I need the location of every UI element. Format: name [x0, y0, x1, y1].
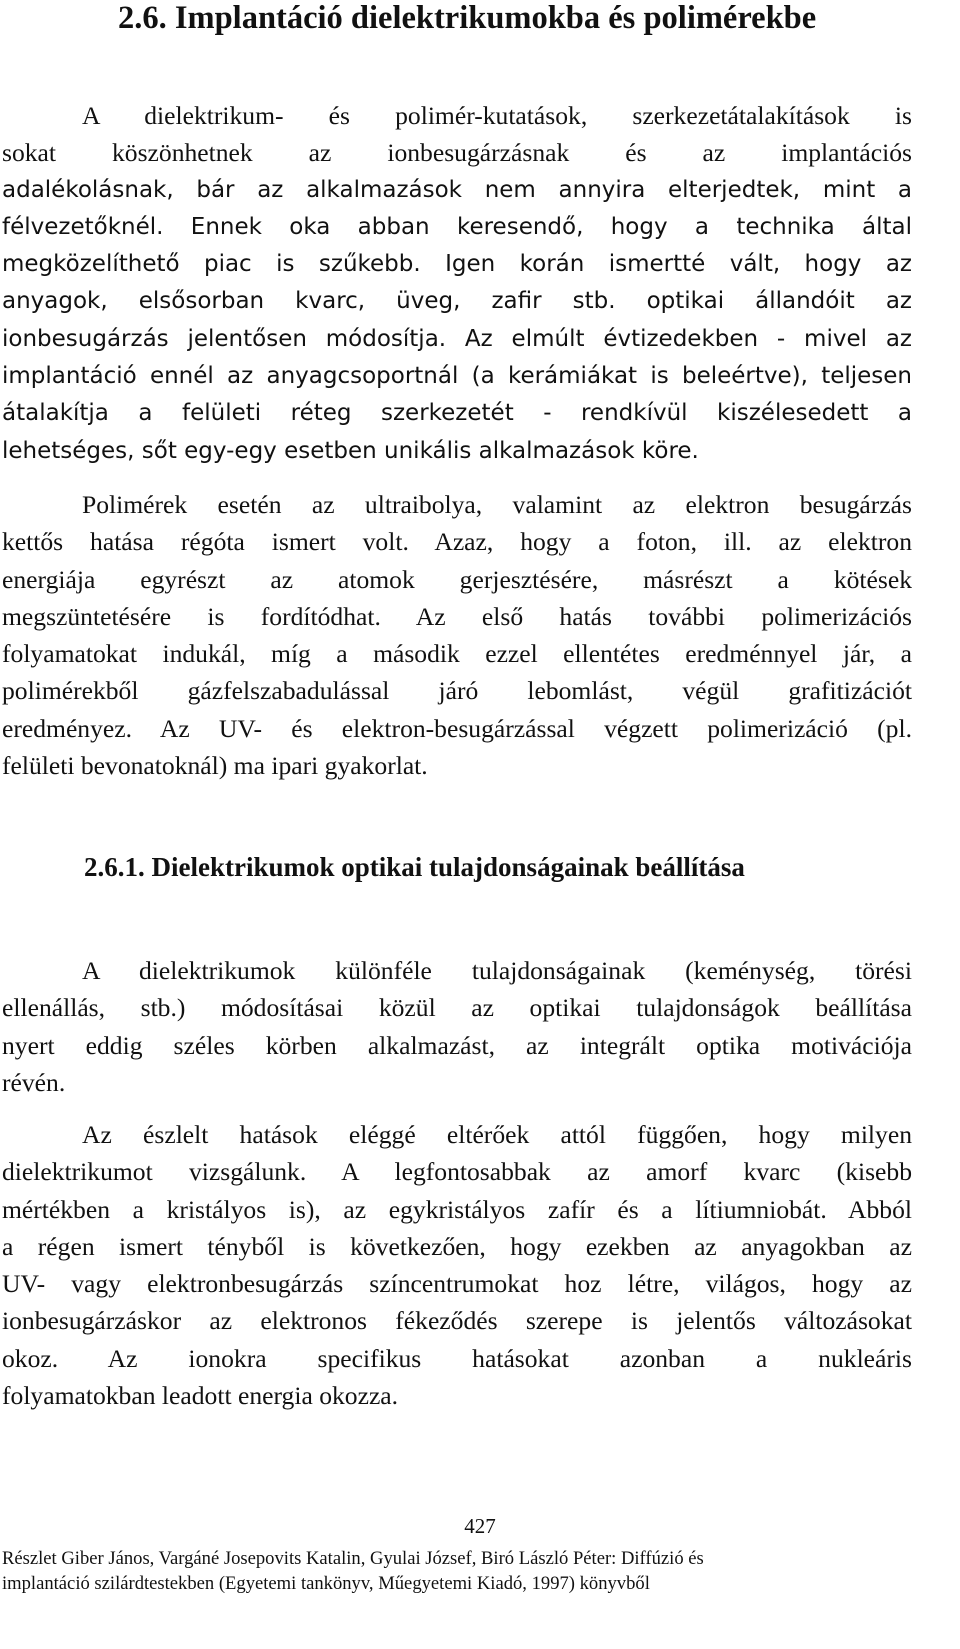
section-title: 2.6. Implantáció dielektrikumokba és polimérekbe — [118, 0, 817, 36]
paragraph-line: folyamatokban leadott energia okozza. — [2, 1381, 399, 1411]
paragraph-line: A dielektrikumok különféle tulajdonságainak (keménység, törési — [82, 956, 912, 985]
footer-citation-line: Részlet Giber János, Vargáné Josepovits Katalin, Gyulai József, Biró László Péter: Diffúzió és — [2, 1548, 704, 1569]
paragraph-line: megközelíthető piac is szűkebb. Igen korán ismertté vált, hogy az — [2, 251, 912, 278]
paragraph-line: Az észlelt hatások eléggé eltérőek attól függően, hogy milyen — [82, 1120, 912, 1149]
paragraph-line: A dielektrikum- és polimér-kutatások, szerkezetátalakítások is — [82, 101, 912, 130]
paragraph-line: révén. — [2, 1067, 66, 1097]
paragraph-line: megszüntetésére is fordítódhat. Az első hatás további polimerizációs — [2, 601, 912, 631]
paragraph-line: ionbesugárzáskor az elektronos fékeződés szerepe is jelentős változásokat — [2, 1306, 912, 1336]
paragraph-line: implantáció ennél az anyagcsoportnál (a kerámiákat is beleértve), teljesen — [2, 363, 912, 390]
paragraph-4 — [2, 1116, 912, 1414]
paragraph-line: adalékolásnak, bár az alkalmazások nem annyira elterjedtek, mint a — [2, 176, 912, 203]
paragraph-line: átalakítja a felületi réteg szerkezetét - rendkívül kiszélesedett a — [2, 400, 912, 427]
paragraph-line: energiája egyrészt az atomok gerjesztésére, másrészt a kötések — [2, 564, 912, 594]
paragraph-3 — [2, 952, 912, 1101]
paragraph-line: ellenállás, stb.) módosításai közül az optikai tulajdonságok beállítása — [2, 993, 912, 1023]
page-number: 427 — [464, 1514, 496, 1538]
subsection-title: 2.6.1. Dielektrikumok optikai tulajdonságainak beállítása — [84, 852, 745, 882]
paragraph-line: lehetséges, sőt egy-egy esetben unikális alkalmazások köre. — [2, 437, 699, 464]
paragraph-line: a régen ismert tényből is következően, hogy ezekben az anyagokban az — [2, 1231, 912, 1261]
paragraph-line: UV- vagy elektronbesugárzás színcentrumokat hoz létre, világos, hogy az — [2, 1269, 912, 1299]
paragraph-1 — [2, 97, 912, 470]
paragraph-line: folyamatokat indukál, míg a második ezzel ellentétes eredménnyel jár, a — [2, 639, 912, 669]
footer-citation-line: implantáció szilárdtestekben (Egyetemi tankönyv, Műegyetemi Kiadó, 1997) könyvből — [2, 1573, 650, 1594]
paragraph-line: ionbesugárzás jelentősen módosítja. Az elmúlt évtizedekben - mivel az — [2, 325, 912, 352]
paragraph-line: eredményez. Az UV- és elektron-besugárzással végzett polimerizáció (pl. — [2, 713, 912, 743]
paragraph-line: sokat köszönhetnek az ionbesugárzásnak és az implantációs — [2, 138, 912, 168]
paragraph-line: anyagok, elsősorban kvarc, üveg, zafir stb. optikai állandóit az — [2, 288, 912, 315]
paragraph-line: nyert eddig széles körben alkalmazást, az integrált optika motivációja — [2, 1030, 912, 1060]
paragraph-line: félvezetőknél. Ennek oka abban keresendő, hogy a technika által — [2, 213, 912, 240]
paragraph-line: okoz. Az ionokra specifikus hatásokat azonban a nukleáris — [2, 1343, 912, 1373]
paragraph-line: mértékben a kristályos is), az egykristályos zafír és a lítiumniobát. Abból — [2, 1194, 912, 1224]
paragraph-2 — [2, 486, 912, 784]
paragraph-line: polimérekből gázfelszabadulással járó lebomlást, végül grafitizációt — [2, 676, 912, 706]
paragraph-line: kettős hatása régóta ismert volt. Azaz, hogy a foton, ill. az elektron — [2, 527, 912, 557]
paragraph-line: Polimérek esetén az ultraibolya, valamint az elektron besugárzás — [82, 490, 912, 519]
paragraph-line: dielektrikumot vizsgálunk. A legfontosabbak az amorf kvarc (kisebb — [2, 1157, 912, 1187]
paragraph-line: felületi bevonatoknál) ma ipari gyakorlat. — [2, 751, 428, 781]
